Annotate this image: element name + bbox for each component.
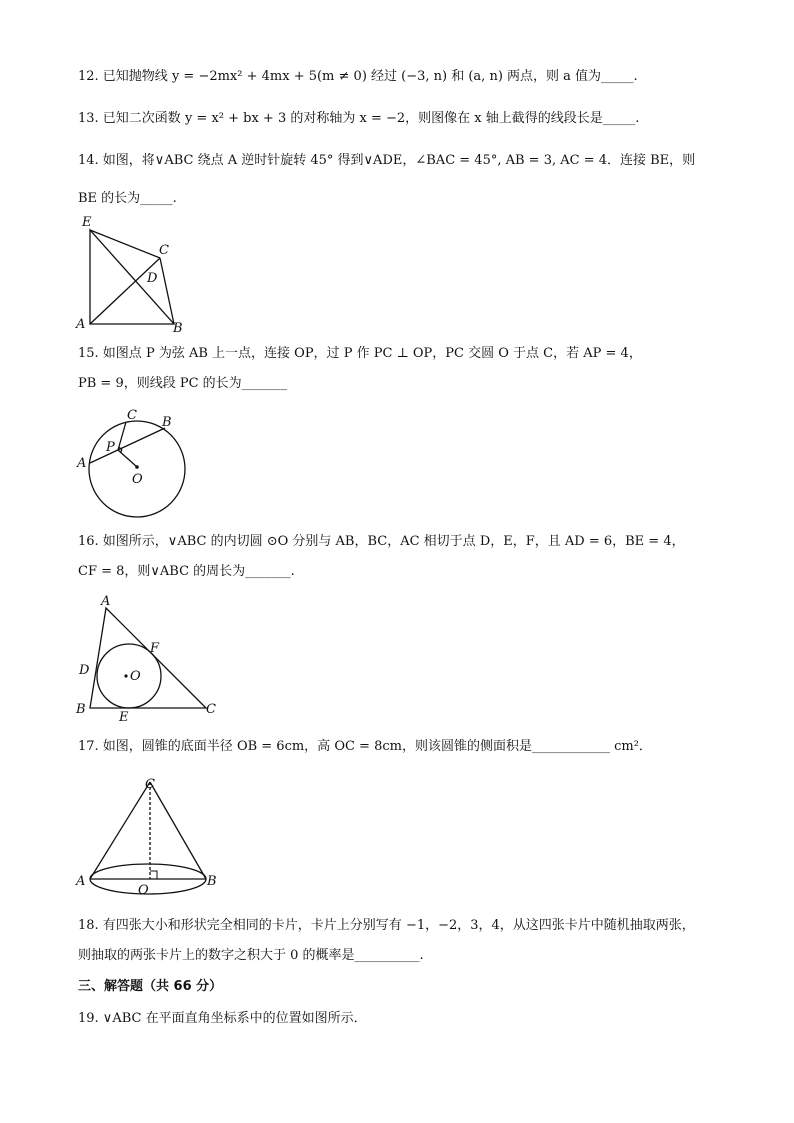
question-19: 19. ∨ABC 在平面直角坐标系中的位置如图所示． (78, 1011, 367, 1026)
question-15-line-1: 15. 如图点 P 为弦 AB 上一点，连接 OP，过 P 作 PC ⊥ OP，PC 交圆 O 于点 C，若 AP = 4， (78, 346, 642, 361)
question-14-line-1: 14. 如图，将∨ABC 绕点 A 逆时针旋转 45° 得到∨ADE，∠BAC = 45°, AB = 3, AC = 4．连接 BE，则 (78, 153, 696, 168)
question-14-line-2: BE 的长为_____. (78, 191, 177, 206)
label-A: A (101, 594, 111, 609)
label-A: A (76, 874, 86, 889)
question-15-line-2: PB = 9，则线段 PC 的长为_______ (78, 376, 288, 391)
label-B: B (173, 321, 183, 336)
question-13: 13. 已知二次函数 y = x² + bx + 3 的对称轴为 x = −2，则图像在 x 轴上截得的线段长是_____. (78, 111, 640, 126)
label-B: B (207, 874, 217, 889)
question-16-line-1: 16. 如图所示，∨ABC 的内切圆 ⊙O 分别与 AB，BC，AC 相切于点 D，E，F，且 AD = 6，BE = 4， (78, 534, 685, 549)
question-18-line-2: 则抽取的两张卡片上的数字之积大于 0 的概率是__________. (78, 948, 424, 963)
question-18-line-1: 18. 有四张大小和形状完全相同的卡片，卡片上分别写有 −1，−2，3，4，从这四张卡片中随机抽取两张， (78, 918, 695, 933)
label-E: E (82, 215, 92, 230)
label-C: C (159, 243, 169, 258)
figure-cone (74, 768, 224, 898)
figure-incircle-triangle (74, 590, 224, 724)
label-B: B (76, 702, 86, 717)
label-B: B (162, 415, 172, 430)
label-D: D (79, 663, 90, 678)
question-12: 12. 已知抛物线 y = −2mx² + 4mx + 5(m ≠ 0) 经过 (−3, n) 和 (a, n) 两点，则 a 值为_____. (78, 69, 638, 84)
label-P: P (106, 440, 115, 455)
label-A: A (76, 317, 86, 332)
label-C: C (206, 702, 216, 717)
question-16-line-2: CF = 8，则∨ABC 的周长为_______. (78, 564, 295, 579)
label-C: C (127, 408, 137, 423)
label-C: C (145, 777, 155, 792)
figure-rotated-triangles (74, 212, 198, 336)
figure-circle-chord (74, 404, 192, 520)
label-E: E (119, 710, 129, 724)
label-D: D (147, 271, 158, 286)
label-O: O (130, 669, 141, 684)
label-A: A (77, 456, 87, 471)
question-17: 17. 如图，圆锥的底面半径 OB = 6cm，高 OC = 8cm，则该圆锥的侧面积是____________ cm²． (78, 739, 652, 754)
label-F: F (150, 641, 160, 656)
label-O: O (132, 472, 143, 487)
label-O: O (138, 883, 149, 898)
section-title: 三、解答题（共 66 分） (78, 979, 223, 994)
